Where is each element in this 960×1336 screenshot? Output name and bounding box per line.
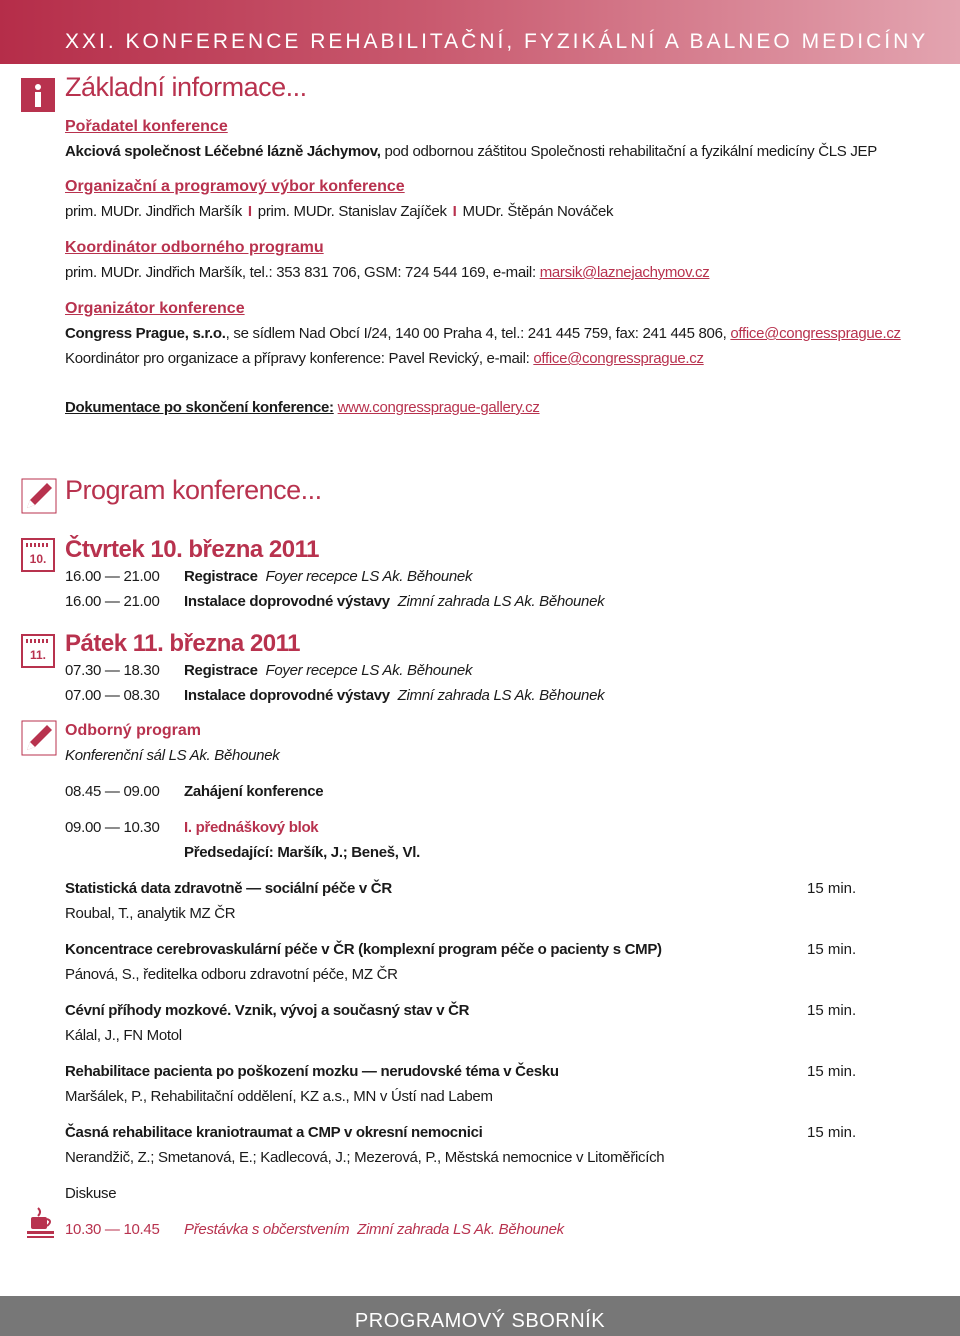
program-section-title: Program konference... [65,475,322,505]
row-place: Foyer recepce LS Ak. Běhounek [265,662,473,679]
break-time: 10.30 — 10.45 [65,1221,160,1238]
organizer-coordinator-line [65,350,704,367]
calendar-icon [21,634,55,668]
row-time: 16.00 — 21.00 [65,568,160,585]
opening-time: 08.45 — 09.00 [65,783,160,800]
organizer-company-name: Congress Prague, s.r.o. [65,325,226,342]
day1-row [65,593,160,610]
talk-title: Statistická data zdravotně — sociální péče v ČR [65,880,392,897]
organizer-company-label: Organizátor konference [65,300,245,317]
separator: I [452,203,457,220]
row-event: Registrace [184,662,258,679]
talk-author: Maršálek, P., Rehabilitační oddělení, KZ a.s., MN v Ústí nad Labem [65,1088,493,1105]
talk-duration: 15 min. [807,880,857,897]
footer-title: PROGRAMOVÝ SBORNÍK [354,1310,606,1332]
row-place: Foyer recepce LS Ak. Běhounek [265,568,473,585]
coordinator-text: prim. MUDr. Jindřich Maršík, tel.: 353 831 706, GSM: 724 544 169, e-mail: [65,264,536,281]
talk-author: Pánová, S., ředitelka odboru zdravotní péče, MZ ČR [65,966,398,983]
row-event: Instalace doprovodné výstavy [184,687,390,704]
organizer-name: Akciová společnost Léčebné lázně Jáchymov, [65,143,381,160]
day1-row-content [184,593,604,610]
calendar-day-number: 11. [29,648,47,662]
separator: I [247,203,252,220]
committee-label: Organizační a programový výbor konference [65,178,405,195]
row-time: 07.00 — 08.30 [65,687,160,704]
talk-title: Cévní příhody mozkové. Vznik, vývoj a současný stav v ČR [65,1002,470,1019]
row-place: Zimní zahrada LS Ak. Běhounek [397,687,605,704]
documentation-line [65,399,540,416]
break-line [184,1221,564,1238]
pencil-icon [21,720,57,756]
expert-program-hall: Konferenční sál LS Ak. Běhounek [65,747,280,764]
organizer-company-line [65,325,901,342]
break-text: Přestávka s občerstvením [184,1221,350,1238]
talk-author: Kálal, J., FN Motol [65,1027,182,1044]
coffee-cup-icon [24,1206,58,1240]
calendar-rings [26,543,50,547]
organizer-rest: pod odbornou záštitou Společnosti rehabilitační a fyzikální medicíny ČLS JEP [384,143,877,160]
calendar-icon [21,538,55,572]
day2-row [65,687,160,704]
day2-row [65,662,160,679]
organizer-company-email-link[interactable]: office@congressprague.cz [730,325,901,342]
discussion: Diskuse [65,1185,117,1202]
row-place: Zimní zahrada LS Ak. Běhounek [397,593,605,610]
talk-author: Roubal, T., analytik MZ ČR [65,905,236,922]
calendar-rings [26,639,50,643]
header-title: XXI. KONFERENCE REHABILITAČNÍ, FYZIKÁLNÍ A BALNEO MEDICÍNY [65,30,929,53]
talk-title: Rehabilitace pacienta po poškození mozku — nerudovské téma v Česku [65,1063,559,1080]
committee-member: prim. MUDr. Jindřich Maršík [65,203,242,220]
talk-duration: 15 min. [807,1124,857,1141]
row-time: 07.30 — 18.30 [65,662,160,679]
documentation-label: Dokumentace po skončení konference: [65,399,334,416]
info-icon [21,78,55,112]
day1-row-content [184,568,472,585]
talk-duration: 15 min. [807,1002,857,1019]
row-event: Instalace doprovodné výstavy [184,593,390,610]
organizer-company-text: , se sídlem Nad Obcí I/24, 140 00 Praha 4, tel.: 241 445 759, fax: 241 445 806, [225,325,727,342]
coordinator-label: Koordinátor odborného programu [65,239,324,256]
calendar-day-number: 10. [29,552,47,566]
organizer-label: Pořadatel konference [65,118,228,135]
documentation-link[interactable]: www.congressprague-gallery.cz [337,399,540,416]
pencil-icon [21,478,57,514]
organizer-line [65,143,877,160]
block-chairs: Předsedající: Maršík, J.; Beneš, Vl. [184,844,420,861]
talk-author: Nerandžič, Z.; Smetanová, E.; Kadlecová, J.; Mezerová, P., Městská nemocnice v Litoměřicích [65,1149,665,1166]
talk-duration: 15 min. [807,941,857,958]
expert-program-label: Odborný program [65,722,202,739]
info-section-title: Základní informace... [65,72,307,102]
talk-duration: 15 min. [807,1063,857,1080]
day2-row-content [184,662,472,679]
committee-line [65,203,613,220]
talk-title: Koncentrace cerebrovaskulární péče v ČR (komplexní program péče o pacienty s CMP) [65,941,662,958]
day1-title: Čtvrtek 10. března 2011 [65,536,319,563]
day2-title: Pátek 11. března 2011 [65,630,301,657]
break-place: Zimní zahrada LS Ak. Běhounek [357,1221,564,1238]
coordinator-line [65,264,709,281]
block-title: I. přednáškový blok [184,819,319,836]
committee-member: prim. MUDr. Stanislav Zajíček [257,203,447,220]
day2-row-content [184,687,604,704]
day1-row [65,568,160,585]
organizer-coordinator-text: Koordinátor pro organizace a přípravy konference: Pavel Revický, e-mail: [65,350,530,367]
organizer-coordinator-email-link[interactable]: office@congressprague.cz [533,350,704,367]
opening-title: Zahájení konference [184,783,324,800]
coordinator-email-link[interactable]: marsik@laznejachymov.cz [539,264,710,281]
committee-member: MUDr. Štěpán Nováček [462,203,614,220]
row-event: Registrace [184,568,258,585]
row-time: 16.00 — 21.00 [65,593,160,610]
block-time: 09.00 — 10.30 [65,819,160,836]
talk-title: Časná rehabilitace kraniotraumat a CMP v okresní nemocnici [65,1124,483,1141]
